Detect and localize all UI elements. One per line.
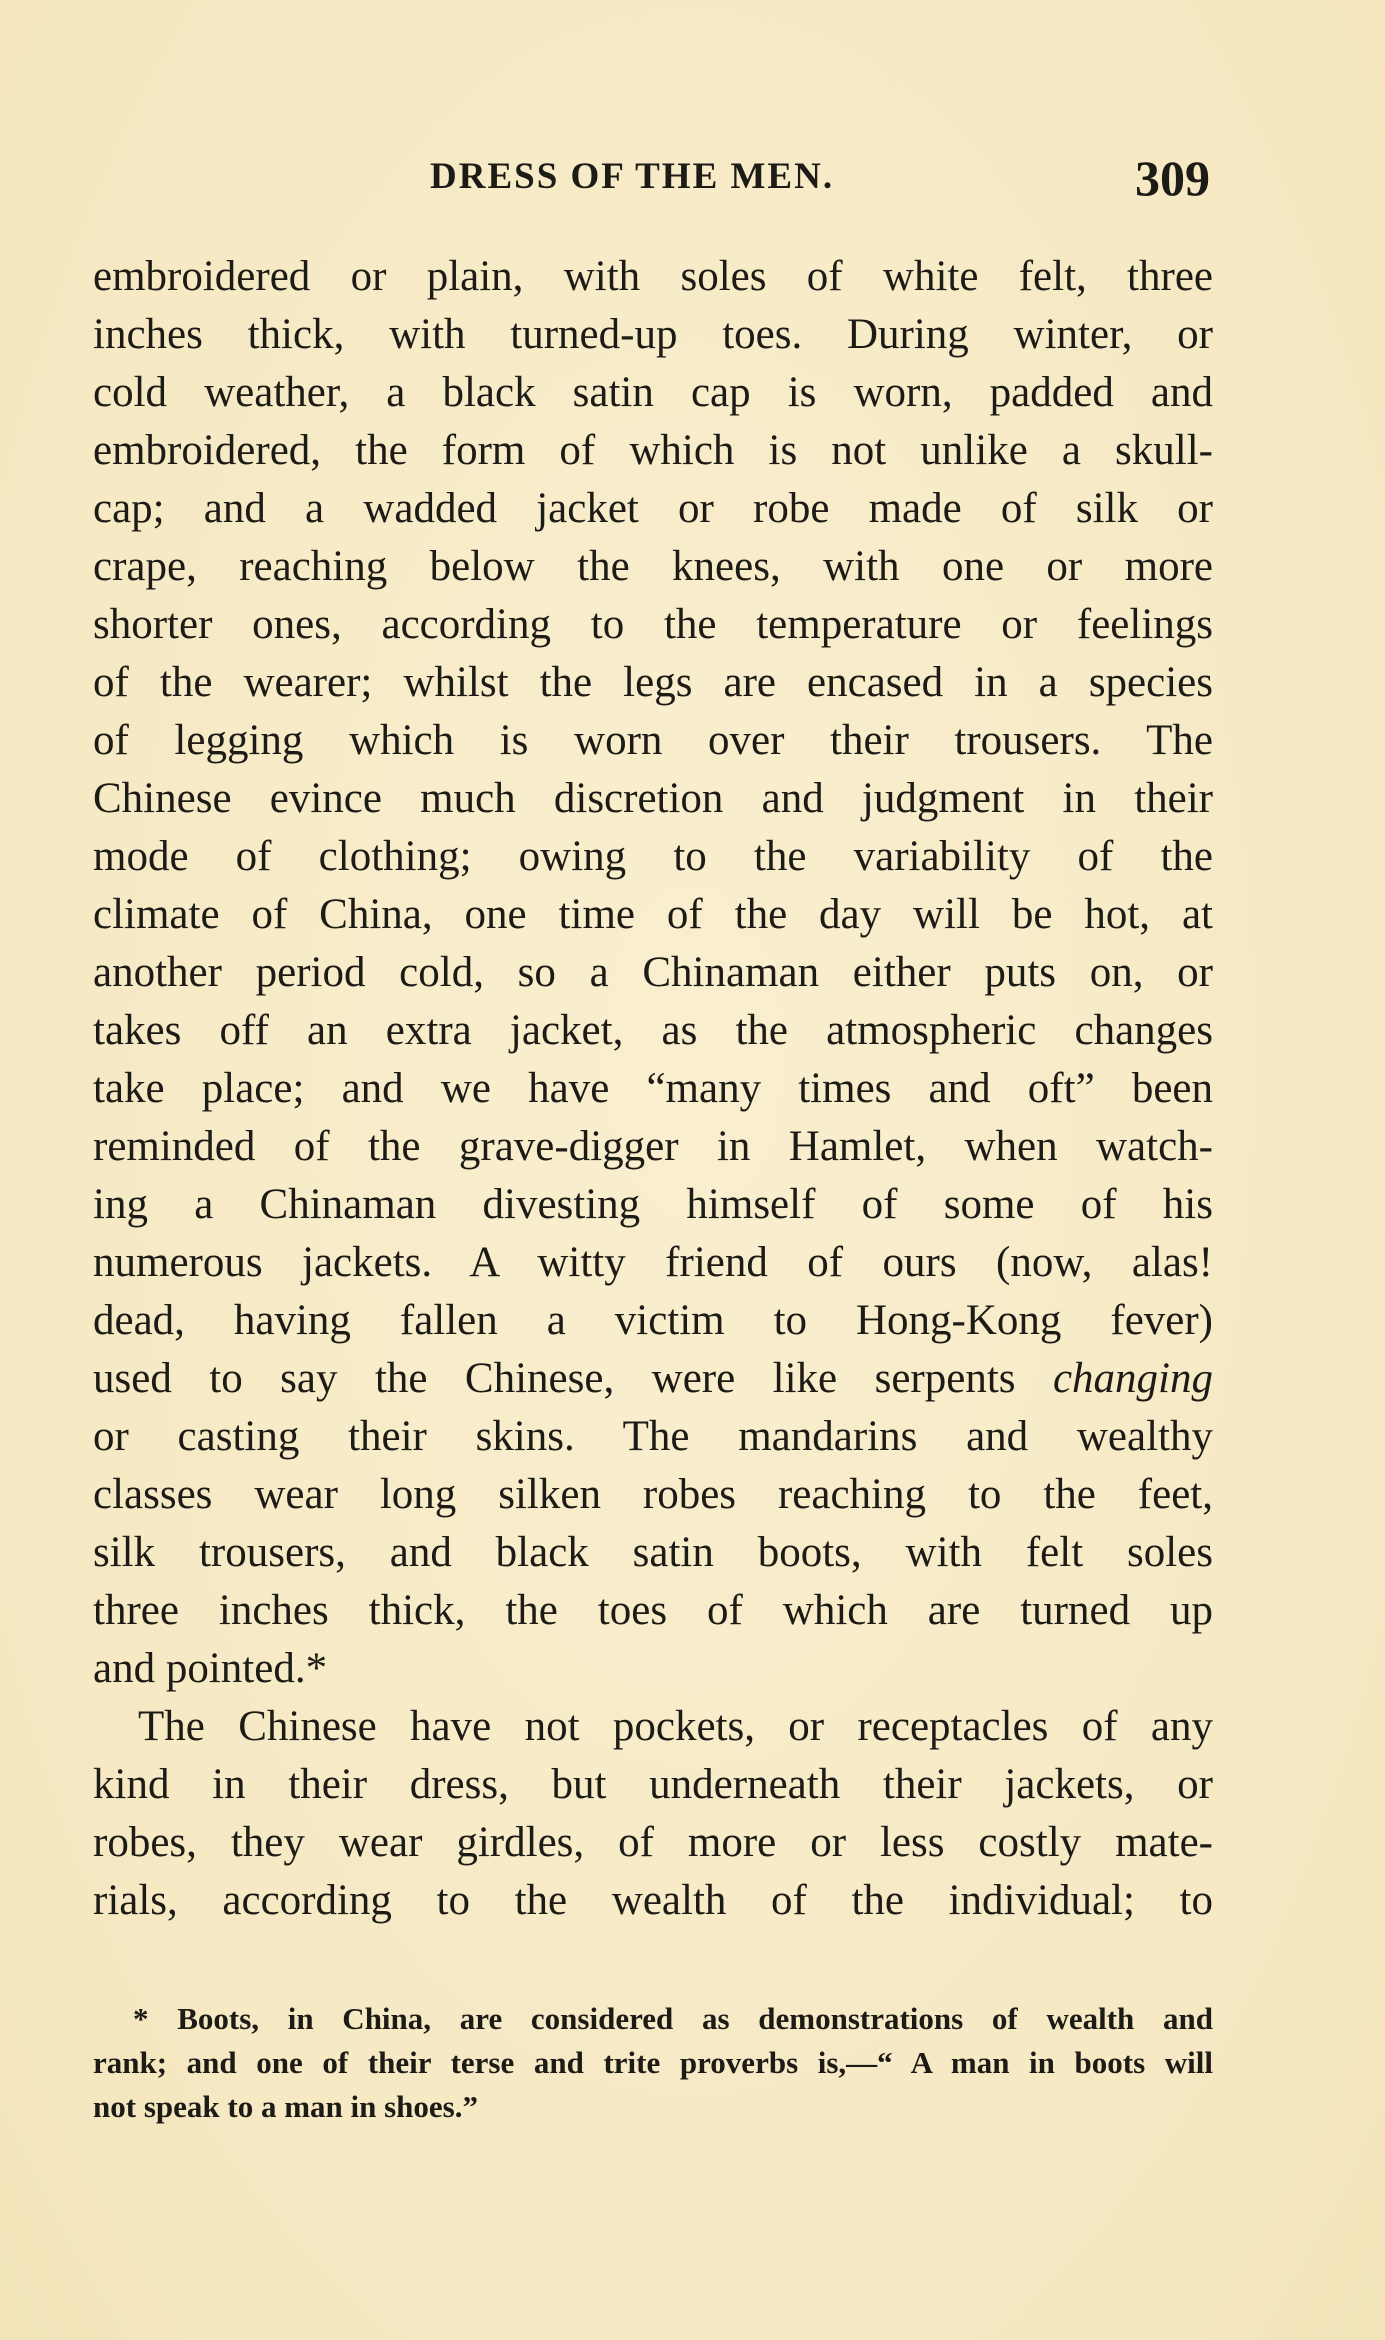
text-line: inches thick, with turned-up toes. During winter, or <box>93 311 1213 358</box>
text-line: embroidered, the form of which is not unlike a skull- <box>93 427 1213 474</box>
text-line: of the wearer; whilst the legs are encased in a species <box>93 659 1213 706</box>
text-line: silk trousers, and black satin boots, with felt soles <box>93 1529 1213 1576</box>
text-line: kind in their dress, but underneath their jackets, or <box>93 1761 1213 1808</box>
text-line: cap; and a wadded jacket or robe made of silk or <box>93 485 1213 532</box>
text-segment: used to say the Chinese, were like serpents <box>93 1355 1016 1402</box>
text-line: another period cold, so a Chinaman either puts on, or <box>93 949 1213 996</box>
text-line: The Chinese have not pockets, or receptacles of any <box>138 1703 1213 1750</box>
running-title: DRESS OF THE MEN. <box>430 156 835 197</box>
text-line: three inches thick, the toes of which are turned up <box>93 1587 1213 1634</box>
text-line: reminded of the grave-digger in Hamlet, when watch- <box>93 1123 1213 1170</box>
text-line: takes off an extra jacket, as the atmospheric changes <box>93 1007 1213 1054</box>
italic-word: changing <box>1052 1355 1213 1402</box>
text-line: ing a Chinaman divesting himself of some of his <box>93 1181 1213 1228</box>
text-line: rials, according to the wealth of the individual; to <box>93 1877 1213 1924</box>
text-line: numerous jackets. A witty friend of ours (now, alas! <box>93 1239 1213 1286</box>
text-line-with-italic <box>93 1350 1213 1408</box>
footnote-line: * Boots, in China, are considered as demonstrations of wealth and <box>133 2001 1213 2036</box>
footnote-line: not speak to a man in shoes.” <box>93 2089 478 2124</box>
text-line: or casting their skins. The mandarins and wealthy <box>93 1413 1213 1460</box>
text-line: classes wear long silken robes reaching to the feet, <box>93 1471 1213 1518</box>
text-line: Chinese evince much discretion and judgment in their <box>93 775 1213 822</box>
text-line: climate of China, one time of the day will be hot, at <box>93 891 1213 938</box>
text-line: mode of clothing; owing to the variability of the <box>93 833 1213 880</box>
page-number: 309 <box>1135 150 1210 206</box>
text-line: robes, they wear girdles, of more or less costly mate- <box>93 1819 1213 1866</box>
text-line: and pointed.* <box>93 1645 328 1692</box>
text-line: embroidered or plain, with soles of white felt, three <box>93 253 1213 300</box>
body-text <box>93 248 1213 1930</box>
footnote-line: rank; and one of their terse and trite proverbs is,—“ A man in boots will <box>93 2045 1213 2080</box>
text-line: of legging which is worn over their trousers. The <box>93 717 1213 764</box>
footnote <box>93 1997 1213 2129</box>
text-line: cold weather, a black satin cap is worn, padded and <box>93 369 1213 416</box>
text-line: crape, reaching below the knees, with one or more <box>93 543 1213 590</box>
text-line: dead, having fallen a victim to Hong-Kong fever) <box>93 1297 1213 1344</box>
running-head <box>0 150 1385 206</box>
text-line: take place; and we have “many times and oft” been <box>93 1065 1213 1112</box>
text-line: shorter ones, according to the temperature or feelings <box>93 601 1213 648</box>
